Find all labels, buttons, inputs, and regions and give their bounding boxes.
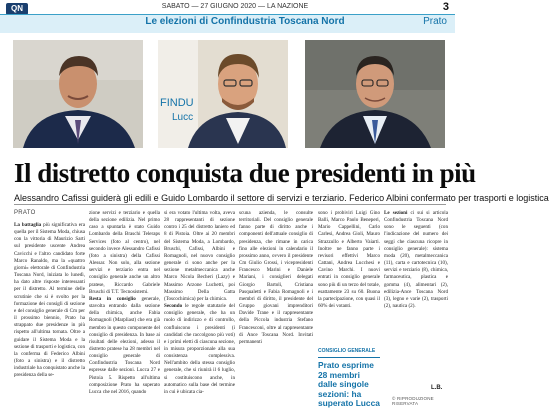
column-6-text: ci sui si articola Confindustria Toscana Nord sono le seguenti (con l'indicazione del numero dei seggi che ciascuna ricopre in consiglio generale): sistema moda (20), metalmeccanica (11), carta e cartotecnica (10), servizi e terziario (8), chimica, farmaceutica, plastica e gomma (4), alimentari (2), edilizia-Ance Toscana Nord (3), legno e varie (2), trasporti (2), nautica (2). <box>384 210 448 310</box>
article-kicker: PRATO <box>14 210 36 216</box>
column-1-text: più significativa era quella per il Sistema Moda, chiusa con la vittoria di Maurizio Sarti sul presidente uscente Andrea Cavicchi e l'altro candidato forte Marco Ranaldo, ma la «quattro giorni» elettorale di Confindustria Toscana Nord, iniziata lo lunedì, ha dato altre risposte interessanti per il distretto. Al termine delle scrutinie che si è svolto per la formazione dei consigli di sezione e del consiglio generale di Cm per il prossimo biennio, Prato ha strappato due presidenze in più rispetto all'ultima tornata. Oltre a guidare il Sistema Moda e la sezione di trasporti e logistica, con la conferma di Federico Albini (foto a sinistra) e il distretto industriale ha conquistato anche la presidenza della se- <box>14 222 86 379</box>
article-subheadline: Alessandro Cafissi guiderà gli edili e Guido Lombardo il settore di servizi e terziario. Federico Albini confermato per trasporti e logistica <box>14 193 549 203</box>
section-label: Prato <box>423 16 447 27</box>
backdrop-text-line-1: FINDU <box>160 97 194 109</box>
article-column-1 <box>14 210 85 379</box>
column-3-text-2: le regole statutarie del consiglio generale, che ha un ruolo di indirizzo e di controllo, confluiscono i presidenti (i candidati che raccolgono più voti) e i primi eletti di ciascuna sezione, in misura proporzionale alla sua consistenza complessiva. Nell'ambito della stessa consiglio generale, che si riunirà il 6 luglio, si costituiscono anche, in automatico sulla base del termine in cui è ubicata cia- <box>164 303 235 395</box>
column-2-text: zione servizi e terziario e quella della sezione edilizia. Nel primo caso a spuntarla è stato Guido Lombardo della Braschi Teleraps Services (foto al centro), nel secondo invece Alessandro Cafissi (foto a sinistra) della Cafissi Alessar. Non solo, alla sezione servizi e terziario entra nel consiglio generale anche un altro pratese, Riccardo Gabriele Bruschi di T.T. Tecnosistemi. <box>89 210 160 295</box>
column-2-text-2: generale, stavolta entrando dalla sezione della chimica, anche Fabia Romagnoli (Marpliast) che era già membro in questo componente del consiglio di presidenza. In base ai risultati delle elezioni, adesso il distretto pratese ha 28 membri nel consiglio generale di Confindustria Toscana Nord espresse dalle sezioni. Lucca 27 e Pistoia 5. Rispetto all'ultima composizione Prato ha superato Lucca che nel 2016, quando <box>89 295 160 395</box>
portrait-photo-lombardo <box>158 40 288 148</box>
dateline: SABATO — 27 GIUGNO 2020 — LA NAZIONE <box>161 3 309 10</box>
column-5-text: sono i probiviri Luigi Gino Balli, Marco Paolo Beneperi, Mario Cappellini, Carlo Carlesi, Andrea Gioli, Mauro Strazzullo e Alberto Vaiarti. Inoltre ne fanno parte i revisori effettivi Marco Cattani, Andrea Lucchesi e Cavino Marchi. I nuovi entrati in consiglio generale sono più di un terzo del totale, esattamente 23 su 60. Buona la partecipazione, con quasi il 60% dei votanti. <box>318 210 380 310</box>
article-column-3 <box>164 210 235 396</box>
backdrop-text-line-2: Lucc <box>172 112 194 123</box>
portrait-photo-albini <box>305 40 445 148</box>
article-column-5 <box>318 210 380 310</box>
sidebar-kicker: CONSIGLIO GENERALE <box>318 348 376 354</box>
column-4-text: scuna azienda, le consulte territoriali. Del consiglio generale fanno parte di diritto anche i componenti dell'attuale consiglio di presidenza, che rimane in carica fino alle elezioni in calendario il prossimo anno, ovvero il presidente Cm Giulio Grossi, i vicepresidenti Francesco Marini e Daniele Mariani, i consiglieri delegati Giorgio Bartoli, Cristiana Pasqualetti e Fabia Romagnoli e i membri di diritto, il presidente del Gruppo giovani imprenditori Davide Trane e il rappresentante della Piccola industria Stefano Francesconi, oltre al rappresentante di Ance Toscana Nord. Invitati permanenti <box>239 210 313 345</box>
column-2-bold: Resta in consiglio <box>89 295 136 302</box>
headline-rule <box>14 204 446 205</box>
sidebar-box <box>318 348 380 409</box>
newspaper-logo: QN <box>6 3 28 15</box>
column-6-bold: Le sezioni <box>384 210 408 216</box>
column-3-text: si era votato l'ultima volta, aveva 28 rappresentanti di sezione contro i 25 del distretto laniero ed 8 di Pistoia. Oltre ai 20 membri del Sistema Moda, a Lombardo, Bruschi, Cafissi, Albini e Romagnoli, nel nuovo consiglio generale ci sono anche per la sezione metalmeccanica anche Marco Nicola Becheri (Lazy) e Massimo Arzone Luchetti, poi Massimo Della Gatta (Toscochimica) per la chimica. <box>164 210 235 302</box>
article-column-6 <box>384 210 448 310</box>
copyright-notice: © RIPRODUZIONE RISERVATA <box>392 396 434 406</box>
lead-word: La battaglia <box>14 222 42 228</box>
banner-title: Le elezioni di Confindustria Toscana Nord <box>145 16 345 27</box>
page-number: 3 <box>442 1 449 13</box>
column-3-bold: Secondo <box>164 303 183 310</box>
byline: L.B. <box>431 385 443 391</box>
portrait-photo-cafissi <box>13 40 143 148</box>
sidebar-rule <box>318 357 380 358</box>
article-headline: Il distretto conquista due presidenti in più <box>14 158 476 188</box>
article-column-4 <box>239 210 313 346</box>
article-column-2 <box>89 210 160 396</box>
sidebar-headline: Prato esprime 28 membri dalle singole sezioni: ha superato Lucca <box>318 360 380 409</box>
